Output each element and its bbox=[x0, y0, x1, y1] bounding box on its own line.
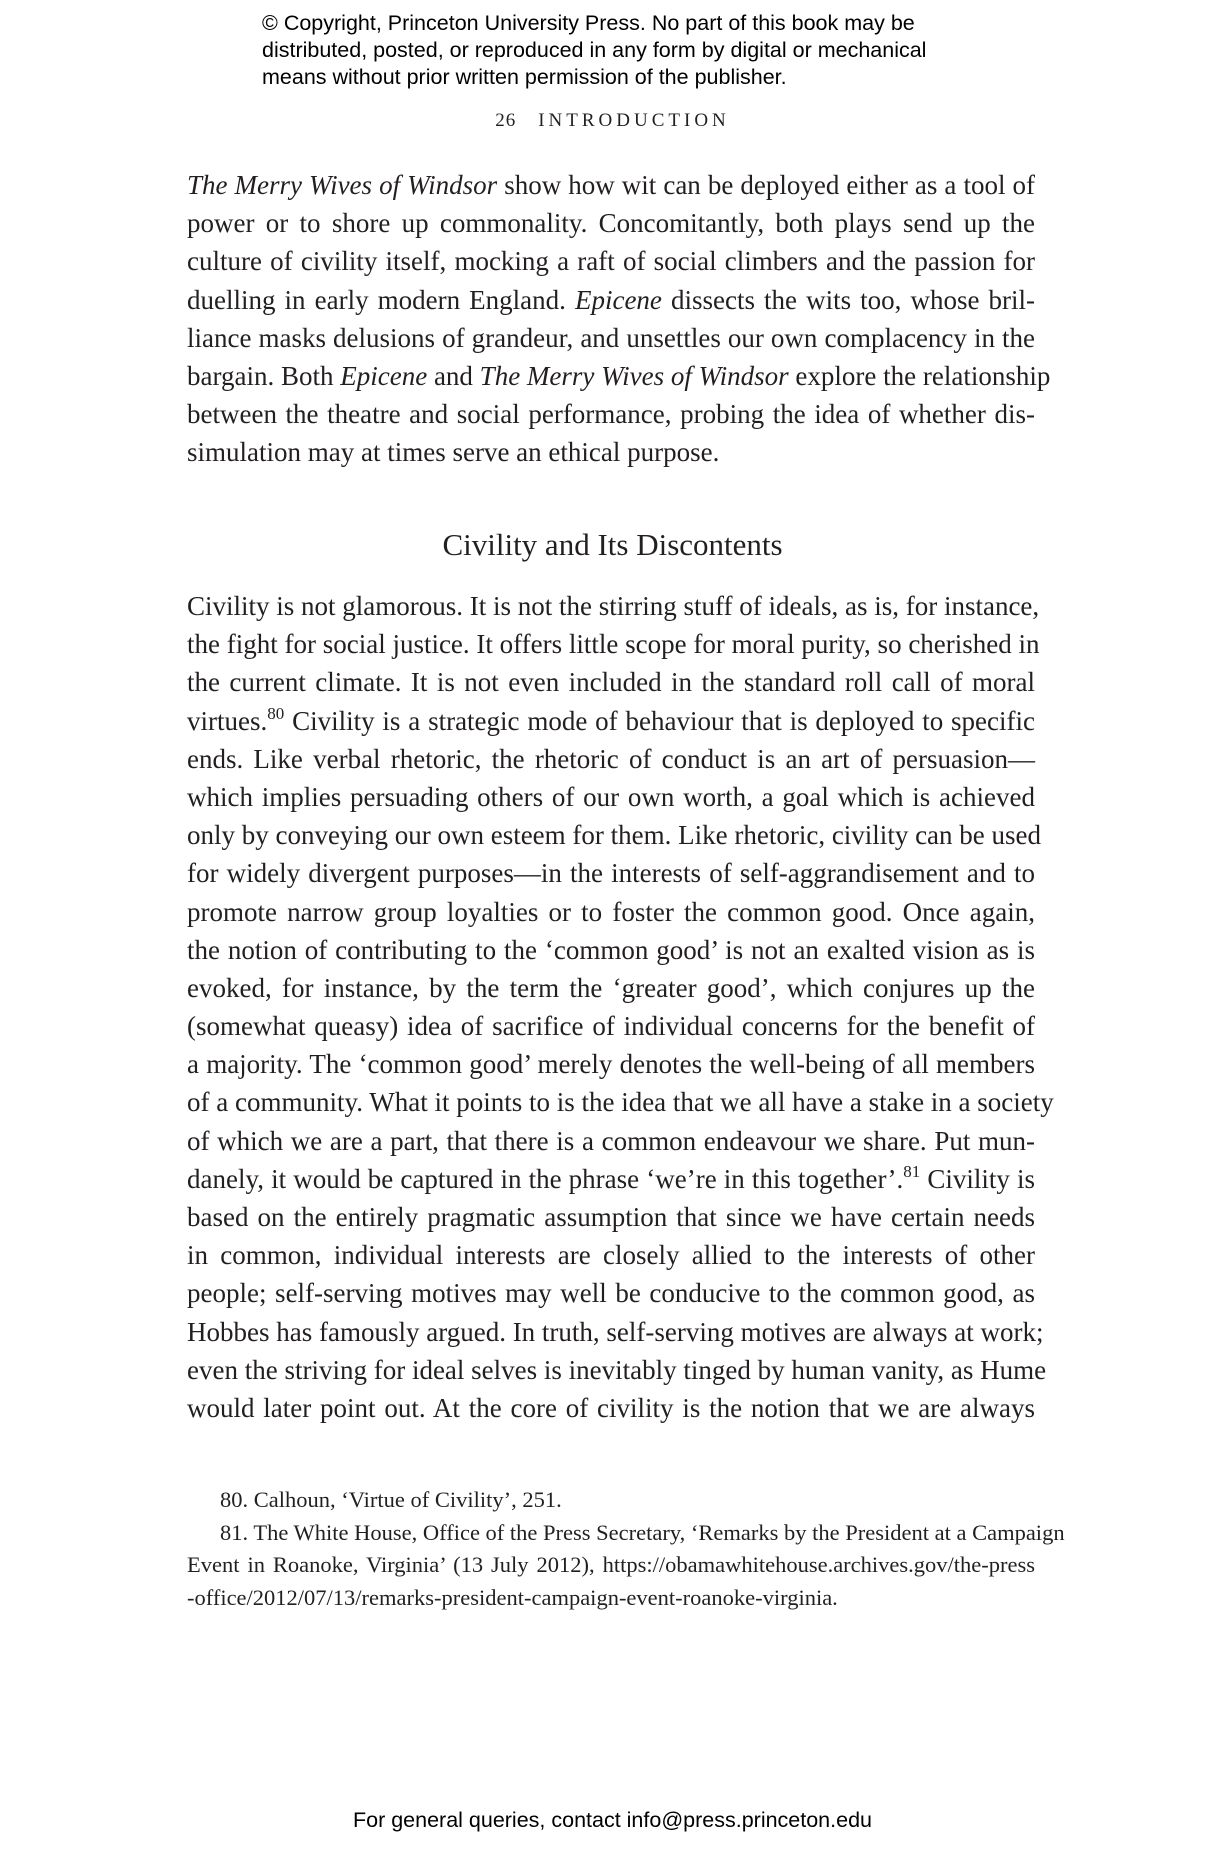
text-line: evoked, for instance, by the term the ‘greater good’, which conjures up the bbox=[187, 972, 1035, 1003]
section-heading: Civility and Its Discontents bbox=[442, 527, 783, 562]
book-title: Epicene bbox=[574, 284, 662, 315]
text-line: The Merry Wives of Windsor show how wit can be deployed either as a tool of bbox=[187, 170, 1035, 200]
text-line: only by conveying our own esteem for them. Like rhetoric, civility can be used bbox=[187, 820, 1042, 851]
footnote-81-cont: Event in Roanoke, Virginia’ (13 July 2012), https://obamawhitehouse.archives.gov/the-press bbox=[187, 1552, 1035, 1577]
footnote-80: 80. Calhoun, ‘Virtue of Civility’, 251. bbox=[220, 1487, 562, 1512]
footnote-81: 81. The White House, Office of the Press Secretary, ‘Remarks by the President at a Campaign bbox=[220, 1519, 1065, 1545]
footnote-81-url[interactable]: -office/2012/07/13/remarks-president-campaign-event-roanoke-virginia. bbox=[187, 1584, 838, 1610]
text-line: people; self-serving motives may well be conducive to the common good, as bbox=[187, 1278, 1035, 1309]
text-line: would later point out. At the core of civility is the notion that we are always bbox=[187, 1392, 1035, 1423]
text-line: even the striving for ideal selves is inevitably tinged by human vanity, as Hume bbox=[187, 1354, 1047, 1385]
text-line: bargain. Both Epicene and The Merry Wives of Windsor explore the relationship bbox=[187, 360, 1051, 391]
page-number: 26 bbox=[495, 110, 517, 131]
text-line: of a community. What it points to is the idea that we all have a stake in a society bbox=[187, 1087, 1054, 1118]
text-line: between the theatre and social performance, probing the idea of whether dis- bbox=[187, 399, 1035, 430]
text-line: (somewhat queasy) idea of sacrifice of individual concerns for the benefit of bbox=[187, 1011, 1035, 1042]
text-line: duelling in early modern England. Epicene dissects the wits too, whose bril- bbox=[187, 284, 1036, 315]
text-line: liance masks delusions of grandeur, and unsettles our own complacency in the bbox=[187, 322, 1035, 353]
copyright-notice bbox=[262, 10, 1002, 91]
copyright-line: © Copyright, Princeton University Press. No part of this book may be bbox=[262, 11, 915, 35]
text-line: danely, it would be captured in the phrase ‘we’re in this together’.$^{81}$ Civility is bbox=[187, 1161, 1035, 1194]
paragraph-1 bbox=[187, 166, 1051, 472]
book-title: The Merry Wives of Windsor bbox=[479, 360, 789, 391]
footnotes bbox=[187, 1484, 1065, 1614]
text-line: the notion of contributing to the ‘common good’ is not an exalted vision as is bbox=[187, 934, 1035, 965]
text-line: ends. Like verbal rhetoric, the rhetoric of conduct is an art of persuasion— bbox=[187, 743, 1035, 774]
text-line: based on the entirely pragmatic assumption that since we have certain needs bbox=[187, 1202, 1035, 1232]
text-line: the current climate. It is not even included in the standard roll call of moral bbox=[187, 667, 1035, 698]
footnote-ref-80[interactable]: 80 bbox=[267, 703, 285, 723]
text-line: the fight for social justice. It offers little scope for moral purity, so cherished in bbox=[187, 629, 1040, 660]
text-line: culture of civility itself, mocking a raft of social climbers and the passion for bbox=[187, 246, 1035, 277]
text-line: which implies persuading others of our own worth, a goal which is achieved bbox=[187, 781, 1035, 812]
section-title: INTRODUCTION bbox=[538, 110, 730, 131]
text-line: power or to shore up commonality. Concomitantly, both plays send up the bbox=[187, 208, 1035, 239]
copyright-line: distributed, posted, or reproduced in any form by digital or mechanical bbox=[262, 38, 927, 62]
text-line: of which we are a part, that there is a common endeavour we share. Put mun- bbox=[187, 1125, 1035, 1156]
footnote-ref-81[interactable]: 81 bbox=[903, 1161, 921, 1181]
text-line: Civility is not glamorous. It is not the stirring stuff of ideals, as is, for instance, bbox=[187, 591, 1040, 621]
paragraph-2 bbox=[187, 587, 1054, 1427]
book-title: Epicene bbox=[340, 360, 428, 391]
text-line: in common, individual interests are closely allied to the interests of other bbox=[187, 1240, 1035, 1271]
text-line: simulation may at times serve an ethical purpose. bbox=[187, 437, 720, 468]
text-line: for widely divergent purposes—in the interests of self-aggrandisement and to bbox=[187, 858, 1035, 889]
text-line: virtues.$^{80}$ Civility is a strategic mode of behaviour that is deployed to specific bbox=[187, 703, 1035, 736]
text-line: promote narrow group loyalties or to foster the common good. Once again, bbox=[187, 896, 1035, 927]
running-head bbox=[0, 110, 1225, 132]
text-line: Hobbes has famously argued. In truth, self-serving motives are always at work; bbox=[187, 1316, 1044, 1347]
text-line: a majority. The ‘common good’ merely denotes the well-being of all members bbox=[187, 1049, 1035, 1080]
footer-contact: For general queries, contact info@press.princeton.edu bbox=[352, 1808, 872, 1832]
book-title: The Merry Wives of Windsor bbox=[187, 170, 498, 200]
copyright-line: means without prior written permission of the publisher. bbox=[262, 65, 787, 89]
